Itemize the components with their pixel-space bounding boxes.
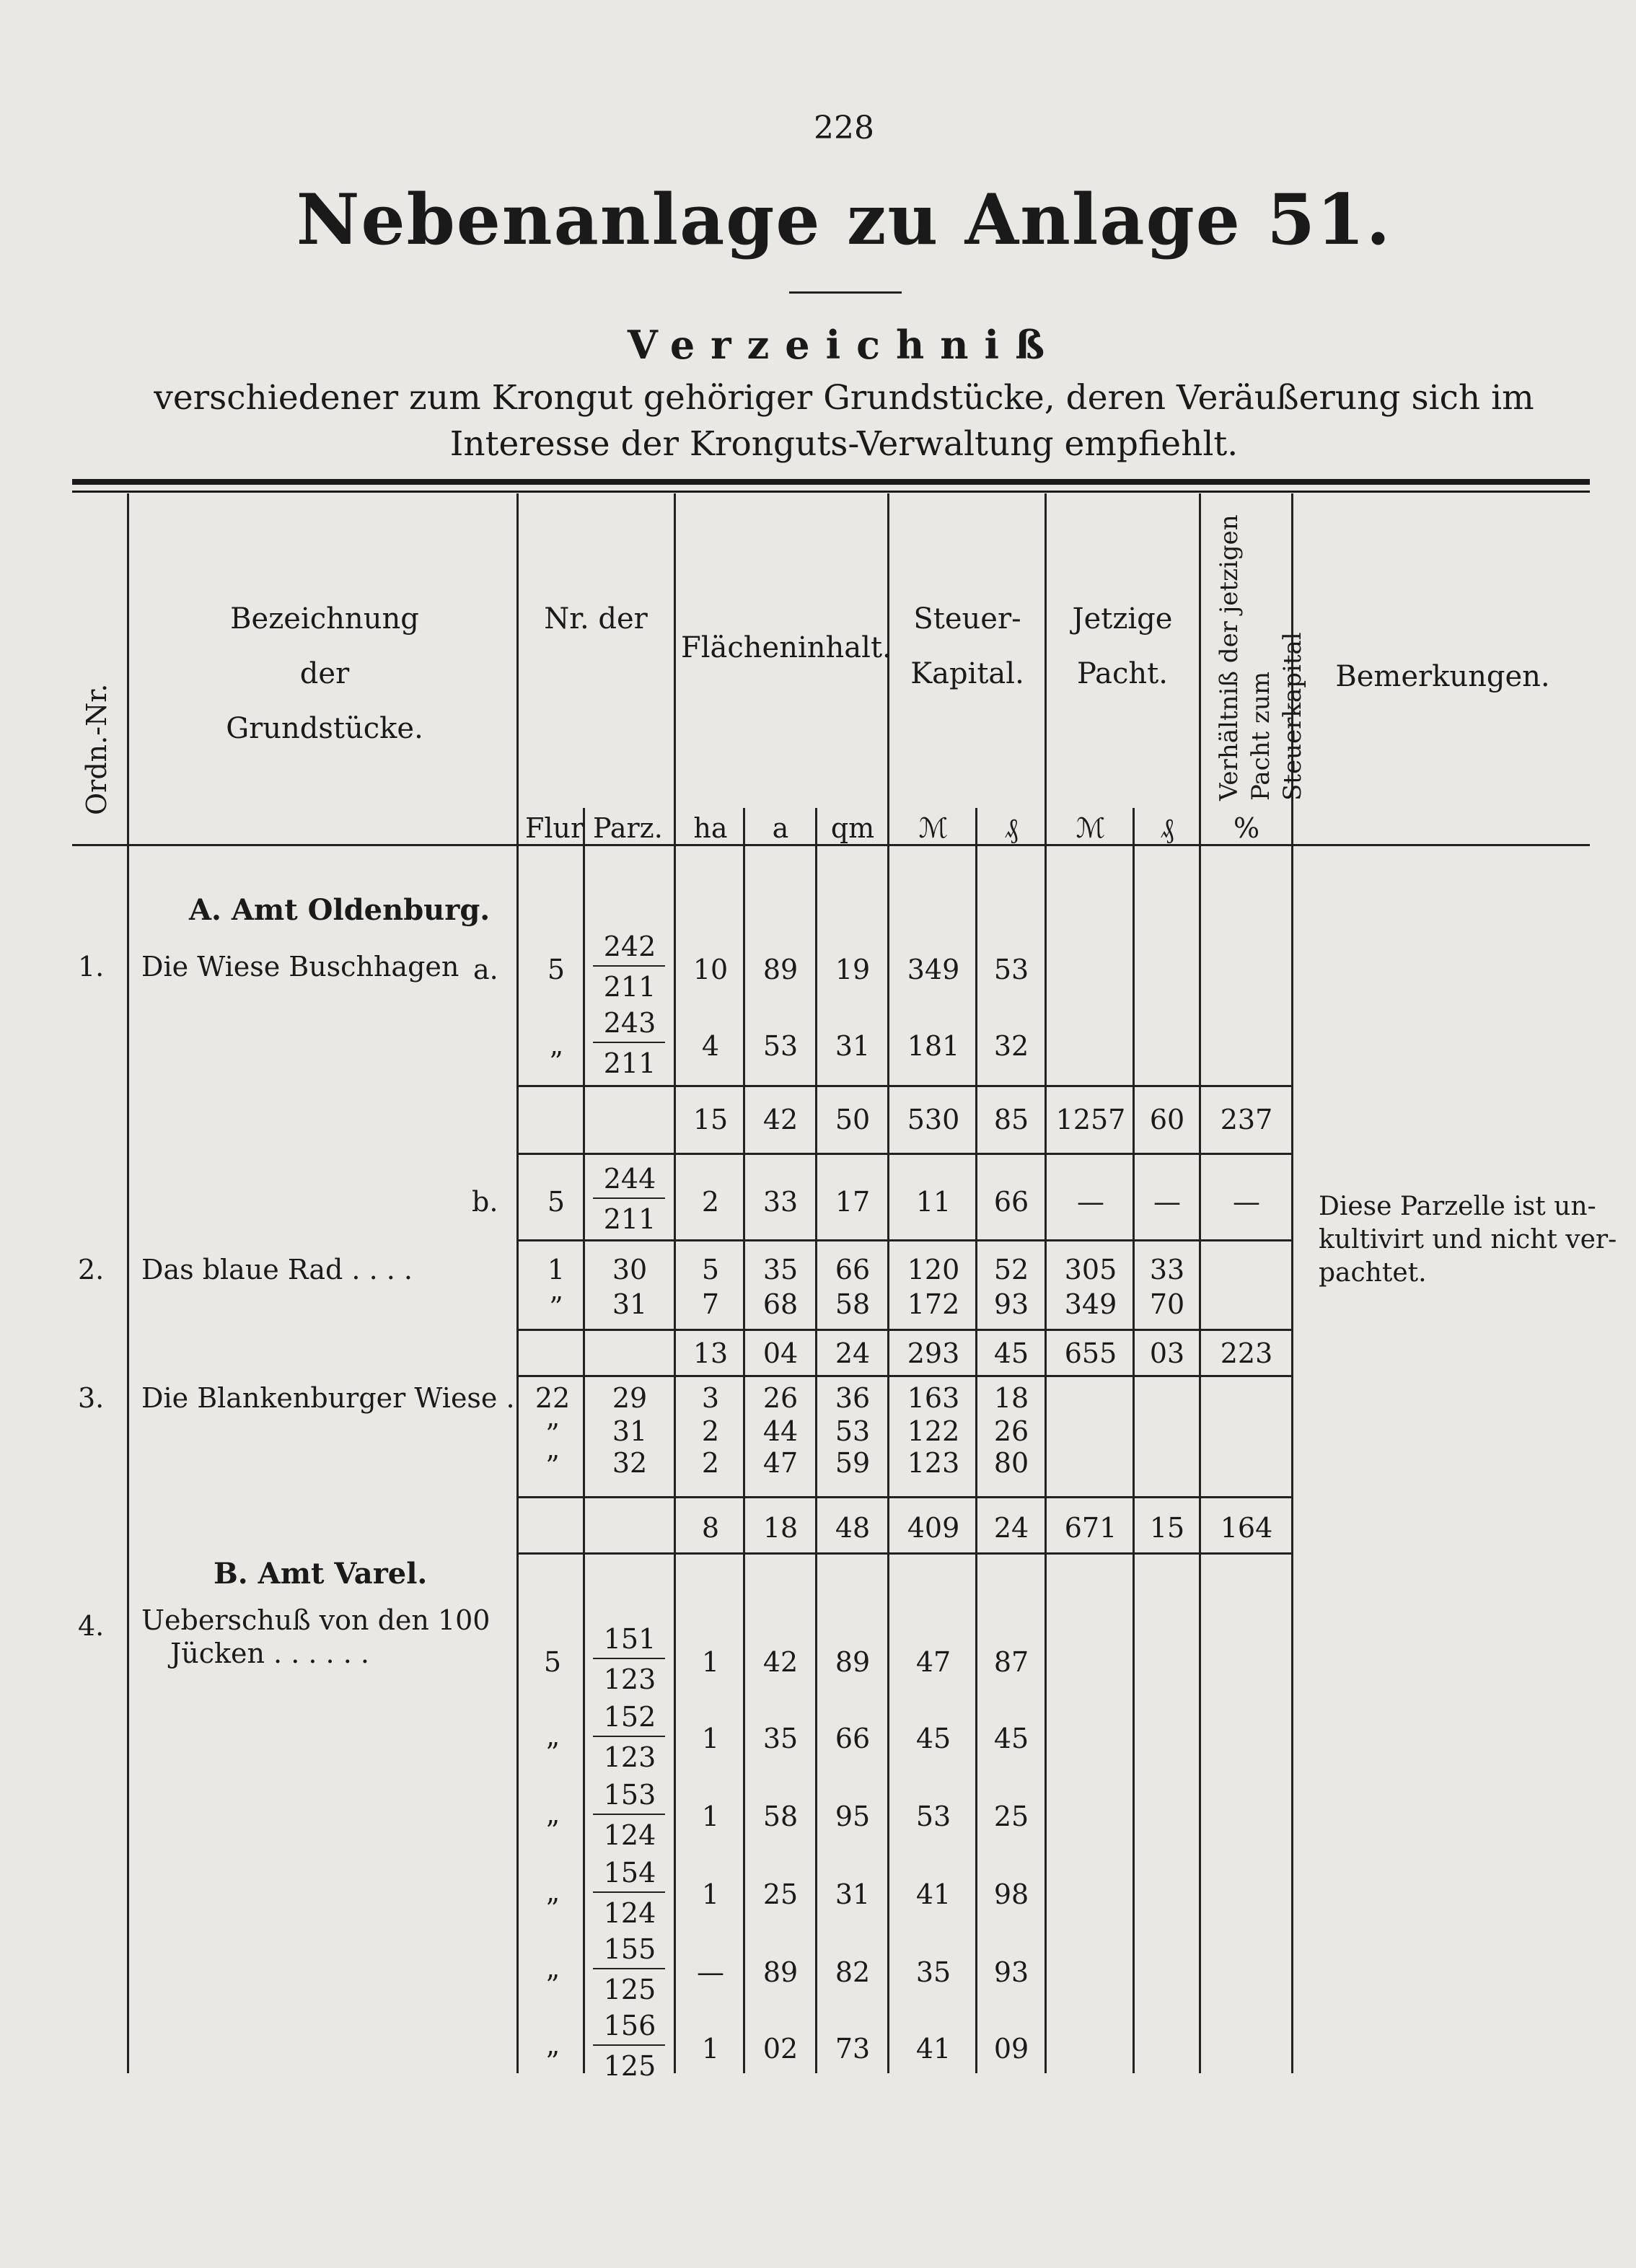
sum-a: 42: [762, 1104, 799, 1135]
cell-parz-top: 151: [603, 1623, 656, 1655]
cell-parz-bot: 124: [603, 1819, 656, 1851]
cell-parz-bot: 123: [603, 1663, 656, 1695]
sum-pacht-mark: 655: [1064, 1337, 1117, 1369]
header-steuer-mark: ℳ: [918, 812, 949, 844]
cell-steuer-pf: 87: [993, 1646, 1029, 1678]
cell-flur: 5: [543, 1646, 562, 1678]
header-pacht: Jetzige Pacht.: [1072, 602, 1173, 690]
cell-parz-top: 153: [603, 1779, 656, 1811]
cell-a: 47: [762, 1447, 799, 1479]
cell-qm: 17: [835, 1186, 871, 1218]
sum-steuer-pf: 85: [993, 1104, 1029, 1135]
cell-steuer-pf: 80: [993, 1447, 1029, 1479]
entry-4-name-line-1: Ueberschuß von den 100: [141, 1604, 491, 1636]
cell-steuer-pf: 66: [993, 1186, 1029, 1218]
header-bottom-rule: [72, 844, 1590, 846]
cell-flur: 5: [547, 954, 566, 985]
cell-qm: 53: [835, 1415, 871, 1447]
sum-prozent: 223: [1220, 1337, 1273, 1369]
sum-qm: 50: [835, 1104, 871, 1135]
cell-a: 25: [762, 1878, 799, 1910]
header-bemerkungen: Bemerkungen.: [1335, 660, 1550, 693]
sum-pacht-mark: 1257: [1055, 1104, 1126, 1135]
cell-a: 58: [762, 1801, 799, 1832]
cell-qm: 31: [835, 1030, 871, 1062]
cell-qm: 73: [835, 2033, 871, 2065]
entry-2-nr: 2.: [78, 1254, 105, 1285]
entry-4-name-line-2: Jücken . . . . . .: [170, 1638, 369, 1669]
header-pacht-pf: ₰: [1160, 812, 1174, 844]
cell-parz-bot: 211: [603, 1047, 656, 1079]
cell-steuer-mark: 349: [907, 954, 960, 985]
cell-a: 89: [762, 1956, 799, 1988]
sum-pacht-pf: 15: [1149, 1512, 1185, 1544]
title-divider: [789, 291, 902, 294]
header-parz: Parz.: [593, 812, 663, 844]
cell-a: 02: [762, 2033, 799, 2065]
cell-steuer-mark: 11: [915, 1186, 951, 1218]
cell-qm: 31: [835, 1878, 871, 1910]
cell-a: 42: [762, 1646, 799, 1678]
cell-ha: 3: [701, 1382, 720, 1414]
cell-a: 89: [762, 954, 799, 985]
sum-pacht-pf: 60: [1149, 1104, 1185, 1135]
sum-steuer-mark: 409: [907, 1512, 960, 1544]
section-amt-varel: B. Amt Varel.: [214, 1557, 428, 1591]
cell-parz-bot: 211: [603, 971, 656, 1003]
cell-pacht-pf-dash: —: [1153, 1186, 1181, 1218]
cell-parz-bot: 125: [603, 2050, 656, 2082]
entry-3-nr: 3.: [78, 1382, 105, 1414]
cell-parz-bot: 211: [603, 1203, 656, 1235]
cell-steuer-pf: 26: [993, 1415, 1029, 1447]
header-nr: Nr. der: [544, 602, 648, 636]
header-flaeche: Flächeninhalt.: [681, 631, 892, 664]
sum-steuer-mark: 530: [907, 1104, 960, 1135]
cell-a: 26: [762, 1382, 799, 1414]
header-pacht-mark: ℳ: [1076, 812, 1106, 844]
sum-steuer-pf: 45: [993, 1337, 1029, 1369]
cell-flur: 22: [535, 1382, 571, 1414]
cell-steuer-mark: 172: [907, 1288, 960, 1320]
cell-qm: 59: [835, 1447, 871, 1479]
header-a: a: [772, 812, 789, 844]
sum-ha: 8: [701, 1512, 720, 1544]
cell-a: 68: [762, 1288, 799, 1320]
sum-pacht-pf: 03: [1149, 1337, 1185, 1369]
cell-steuer-mark: 45: [915, 1723, 951, 1754]
cell-ha: 1: [701, 1723, 720, 1754]
cell-parz-bot: 124: [603, 1897, 656, 1929]
cell-steuer-pf: 25: [993, 1801, 1029, 1832]
page-number: 228: [814, 110, 874, 146]
cell-steuer-mark: 163: [907, 1382, 960, 1414]
cell-flur-ditto: ”: [545, 1893, 560, 1925]
header-verhaeltnis: Verhältniß der jetzigen Pacht zum Steuerkapital: [1215, 514, 1307, 801]
cell-parz-top: 152: [603, 1701, 656, 1733]
cell-qm: 36: [835, 1382, 871, 1414]
section-amt-oldenburg: A. Amt Oldenburg.: [189, 893, 491, 927]
cell-a: 33: [762, 1186, 799, 1218]
cell-ha: 2: [701, 1186, 720, 1218]
cell-steuer-pf: 09: [993, 2033, 1029, 2065]
cell-ha: 1: [701, 1801, 720, 1832]
cell-parz: 31: [612, 1288, 648, 1320]
header-ordn: Ordn.-Nr.: [81, 683, 113, 815]
cell-prozent-dash: —: [1233, 1186, 1260, 1218]
sum-ha: 15: [692, 1104, 729, 1135]
cell-a: 44: [762, 1415, 799, 1447]
cell-parz: 32: [612, 1447, 648, 1479]
cell-steuer-mark: 120: [907, 1254, 960, 1285]
remark-line-3: pachtet.: [1319, 1258, 1427, 1288]
table-top-rule: [72, 479, 1590, 485]
cell-ha: 4: [701, 1030, 720, 1062]
sum-a: 04: [762, 1337, 799, 1369]
cell-ha: —: [697, 1956, 724, 1988]
cell-qm: 82: [835, 1956, 871, 1988]
cell-pacht-mark: 349: [1064, 1288, 1117, 1320]
sum-qm: 48: [835, 1512, 871, 1544]
header-qm: qm: [830, 812, 875, 844]
cell-steuer-mark: 53: [915, 1801, 951, 1832]
cell-flur-ditto: ”: [549, 1291, 563, 1323]
sum-steuer-mark: 293: [907, 1337, 960, 1369]
cell-pacht-pf: 70: [1149, 1288, 1185, 1320]
entry-4-nr: 4.: [78, 1610, 105, 1642]
header-steuer-pf: ₰: [1004, 812, 1019, 844]
cell-steuer-pf: 93: [993, 1288, 1029, 1320]
cell-parz-top: 242: [603, 931, 656, 962]
sum-pacht-mark: 671: [1064, 1512, 1117, 1544]
cell-a: 35: [762, 1254, 799, 1285]
cell-parz-bot: 123: [603, 1741, 656, 1773]
header-ha: ha: [693, 812, 728, 844]
sum-prozent: 164: [1220, 1512, 1273, 1544]
cell-steuer-pf: 18: [993, 1382, 1029, 1414]
cell-flur-ditto: ”: [545, 1418, 560, 1450]
entry-1-sub-a: a.: [473, 954, 498, 985]
cell-qm: 95: [835, 1801, 871, 1832]
list-heading: Verzeichniß: [627, 322, 1061, 368]
entry-3-name: Die Blankenburger Wiese .: [141, 1382, 515, 1414]
list-subtitle: verschiedener zum Krongut gehöriger Grundstücke, deren Veräußerung sich im Interesse der Kronguts-Verwaltung empfiehlt.: [154, 378, 1534, 464]
sum-steuer-pf: 24: [993, 1512, 1029, 1544]
cell-steuer-pf: 98: [993, 1878, 1029, 1910]
cell-steuer-pf: 52: [993, 1254, 1029, 1285]
cell-ha: 1: [701, 1878, 720, 1910]
entry-1-sub-b: b.: [472, 1186, 498, 1218]
cell-steuer-mark: 181: [907, 1030, 960, 1062]
entry-1-name: Die Wiese Buschhagen: [141, 951, 459, 983]
cell-flur-ditto: ”: [549, 1046, 563, 1078]
cell-qm: 66: [835, 1254, 871, 1285]
cell-pacht-mark-dash: —: [1077, 1186, 1104, 1218]
cell-flur-ditto: ”: [545, 1450, 560, 1482]
cell-steuer-pf: 45: [993, 1723, 1029, 1754]
cell-parz: 31: [612, 1415, 648, 1447]
entry-1-nr: 1.: [78, 951, 105, 983]
cell-ha: 7: [701, 1288, 720, 1320]
sum-ha: 13: [692, 1337, 729, 1369]
cell-flur: 5: [547, 1186, 566, 1218]
cell-parz-top: 244: [603, 1163, 656, 1195]
cell-steuer-mark: 123: [907, 1447, 960, 1479]
cell-parz: 30: [612, 1254, 648, 1285]
remark-line-1: Diese Parzelle ist un-: [1319, 1192, 1596, 1221]
cell-parz: 29: [612, 1382, 648, 1414]
cell-steuer-mark: 122: [907, 1415, 960, 1447]
remark-line-2: kultivirt und nicht ver-: [1319, 1225, 1617, 1254]
cell-ha: 2: [701, 1447, 720, 1479]
cell-qm: 89: [835, 1646, 871, 1678]
cell-flur-ditto: ”: [545, 2046, 560, 2078]
cell-flur-ditto: ”: [545, 1815, 560, 1847]
cell-ha: 10: [692, 954, 729, 985]
cell-ha: 5: [701, 1254, 720, 1285]
cell-steuer-mark: 35: [915, 1956, 951, 1988]
cell-pacht-mark: 305: [1064, 1254, 1117, 1285]
cell-steuer-pf: 32: [993, 1030, 1029, 1062]
cell-ha: 1: [701, 1646, 720, 1678]
cell-flur: 1: [547, 1254, 566, 1285]
cell-parz-top: 243: [603, 1007, 656, 1039]
cell-steuer-mark: 47: [915, 1646, 951, 1678]
cell-steuer-pf: 53: [993, 954, 1029, 985]
cell-parz-top: 155: [603, 1933, 656, 1965]
cell-steuer-mark: 41: [915, 1878, 951, 1910]
cell-ha: 2: [701, 1415, 720, 1447]
cell-a: 35: [762, 1723, 799, 1754]
sum-a: 18: [762, 1512, 799, 1544]
cell-pacht-pf: 33: [1149, 1254, 1185, 1285]
cell-flur-ditto: ”: [545, 1969, 560, 2001]
cell-qm: 58: [835, 1288, 871, 1320]
sum-prozent: 237: [1220, 1104, 1273, 1135]
cell-flur-ditto: ”: [545, 1737, 560, 1769]
entry-2-name: Das blaue Rad . . . .: [141, 1254, 413, 1285]
cell-parz-top: 154: [603, 1857, 656, 1889]
cell-qm: 66: [835, 1723, 871, 1754]
header-flur: Flur: [525, 812, 584, 844]
cell-parz-bot: 125: [603, 1974, 656, 2005]
cell-qm: 19: [835, 954, 871, 985]
cell-ha: 1: [701, 2033, 720, 2065]
header-bezeichnung: Bezeichnung der Grundstücke.: [226, 602, 423, 745]
cell-steuer-mark: 41: [915, 2033, 951, 2065]
cell-parz-top: 156: [603, 2010, 656, 2041]
page-title: Nebenanlage zu Anlage 51.: [296, 179, 1392, 260]
cell-steuer-pf: 93: [993, 1956, 1029, 1988]
header-prozent: %: [1233, 812, 1260, 844]
cell-a: 53: [762, 1030, 799, 1062]
sum-qm: 24: [835, 1337, 871, 1369]
header-steuer: Steuer-Kapital.: [910, 602, 1024, 690]
